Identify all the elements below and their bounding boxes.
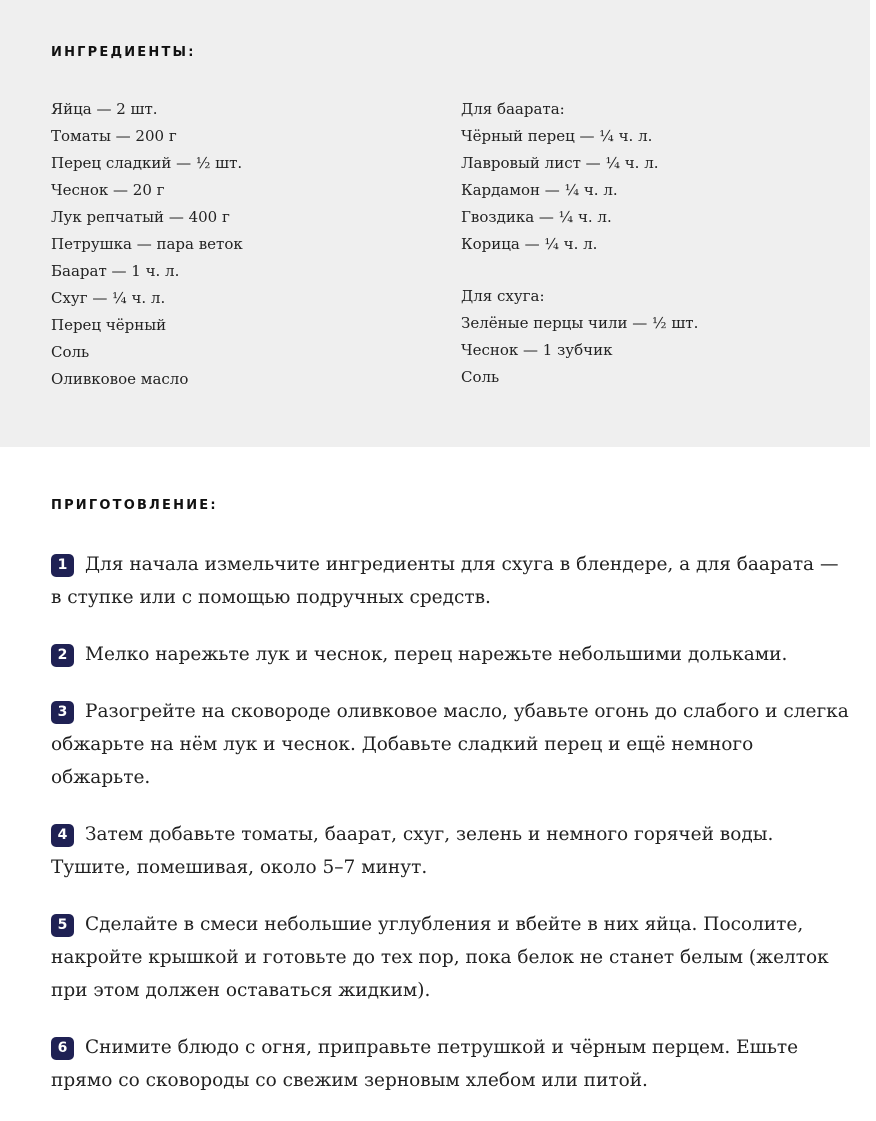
ingredient-item: Томаты — 200 г (51, 127, 177, 145)
step-number-badge: 3 (51, 701, 74, 724)
baarat-item: Чёрный перец — ¼ ч. л. (461, 127, 653, 145)
step (51, 908, 851, 1007)
step-number-badge: 6 (51, 1037, 74, 1060)
ingredient-item: Петрушка — пара веток (51, 235, 243, 253)
step-text: Сделайте в смеси небольшие углубления и вбейте в них яйца. Посолите, накройте крышкой и готовьте до тех пор, пока белок не станет белым (желток при этом должен оставаться жидким). (51, 914, 829, 1001)
ingredient-item: Соль (51, 343, 90, 361)
ingredient-item: Перец чёрный (51, 316, 167, 334)
ingredient-item: Яйца — 2 шт. (51, 100, 158, 118)
skhug-item: Чеснок — 1 зубчик (461, 341, 613, 359)
ingredient-item: Баарат — 1 ч. л. (51, 262, 180, 280)
skhug-heading: Для схуга: (461, 287, 545, 305)
step-text: Снимите блюдо с огня, приправьте петрушкой и чёрным перцем. Ешьте прямо со сковороды со свежим зерновым хлебом или питой. (51, 1037, 799, 1091)
baarat-item: Кардамон — ¼ ч. л. (461, 181, 618, 199)
step-text: Затем добавьте томаты, баарат, схуг, зелень и немного горячей воды. Тушите, помешивая, около 5–7 минут. (51, 824, 774, 878)
step-text: Для начала измельчите ингредиенты для схуга в блендере, а для баарата — в ступке или с помощью подручных средств. (51, 554, 839, 608)
main-ingredients-list (51, 96, 243, 393)
step-text: Мелко нарежьте лук и чеснок, перец нарежьте небольшими дольками. (85, 644, 788, 665)
ingredients-section (0, 0, 870, 447)
step (51, 638, 851, 671)
baarat-heading: Для баарата: (461, 100, 565, 118)
preparation-steps (51, 548, 851, 1121)
skhug-item: Зелёные перцы чили — ½ шт. (461, 314, 699, 332)
ingredient-item: Оливковое масло (51, 370, 189, 388)
preparation-title: ПРИГОТОВЛЕНИЕ: (51, 498, 218, 513)
baarat-item: Гвоздика — ¼ ч. л. (461, 208, 612, 226)
ingredient-item: Чеснок — 20 г (51, 181, 165, 199)
spice-mixes-list (461, 96, 698, 391)
step (51, 548, 851, 614)
list-spacer (461, 258, 698, 283)
step-text: Разогрейте на сковороде оливковое масло, убавьте огонь до слабого и слегка обжарьте на нём лук и чеснок. Добавьте сладкий перец и ещё немного обжарьте. (51, 701, 849, 788)
skhug-item: Соль (461, 368, 500, 386)
ingredient-item: Перец сладкий — ½ шт. (51, 154, 243, 172)
ingredient-item: Схуг — ¼ ч. л. (51, 289, 166, 307)
step-number-badge: 2 (51, 644, 74, 667)
step-number-badge: 4 (51, 824, 74, 847)
ingredients-title: ИНГРЕДИЕНТЫ: (51, 45, 196, 60)
step-number-badge: 5 (51, 914, 74, 937)
baarat-item: Лавровый лист — ¼ ч. л. (461, 154, 659, 172)
ingredient-item: Лук репчатый — 400 г (51, 208, 230, 226)
baarat-item: Корица — ¼ ч. л. (461, 235, 598, 253)
step (51, 818, 851, 884)
step (51, 695, 851, 794)
step (51, 1031, 851, 1097)
step-number-badge: 1 (51, 554, 74, 577)
